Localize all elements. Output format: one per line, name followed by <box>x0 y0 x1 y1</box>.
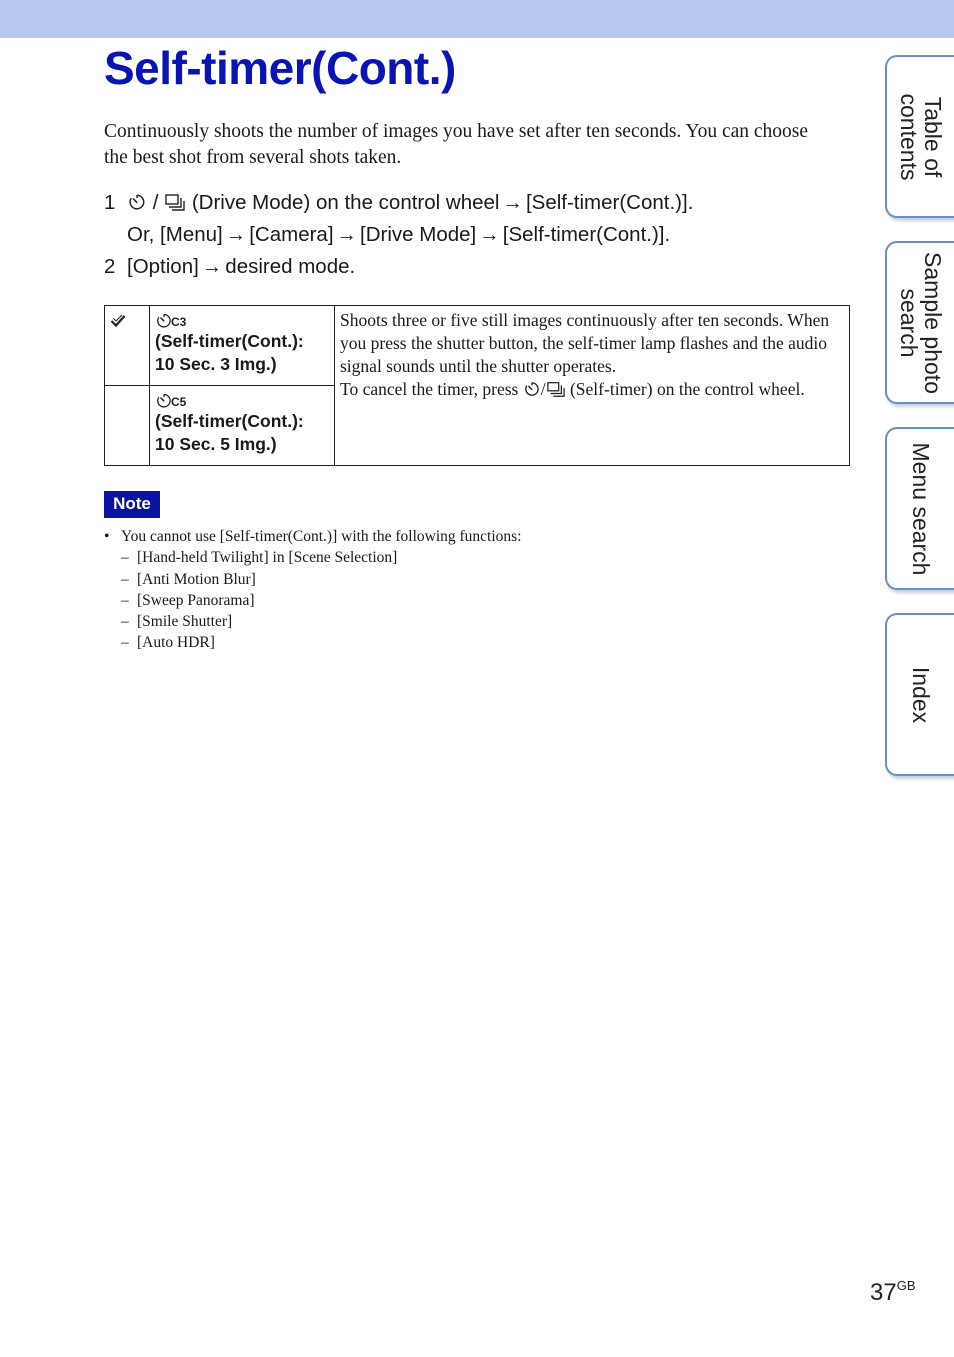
tab-label: Sample photo search <box>896 251 946 394</box>
step-1 <box>104 188 693 249</box>
tab-label: Index <box>908 666 934 723</box>
note-item: [Anti Motion Blur] <box>137 570 256 588</box>
mode-cell <box>150 386 335 466</box>
tab-label: Menu search <box>908 442 934 575</box>
top-band <box>0 0 954 38</box>
mode-name: (Self-timer(Cont.): <box>155 411 304 431</box>
list-item <box>104 569 522 590</box>
slash-separator: / <box>152 191 159 214</box>
step-2-target: desired mode. <box>225 255 356 278</box>
note-item: [Auto HDR] <box>137 634 215 652</box>
menu-path-item: [Camera] <box>249 223 334 246</box>
arrow-icon: → <box>225 223 247 246</box>
self-timer-icon <box>523 380 541 404</box>
step-number: 2 <box>104 255 116 278</box>
page-title: Self-timer(Cont.) <box>104 42 456 94</box>
description-text: Shoots three or five still images continuously after ten seconds. When you press the shutter button, the self-timer lamp flashes and the audio signal sounds until the shutter operates. <box>340 310 830 376</box>
drive-mode-icon <box>164 191 186 220</box>
mode-cell <box>150 306 335 386</box>
mode-glyph-label: C3 <box>171 315 187 329</box>
dash: – <box>121 634 129 652</box>
check-icon <box>110 314 149 333</box>
modes-table <box>104 305 850 466</box>
dash: – <box>121 549 129 567</box>
mode-name: (Self-timer(Cont.): <box>155 331 304 351</box>
empty-check-cell <box>105 386 150 466</box>
tab-table-of-contents[interactable] <box>885 55 954 218</box>
step-2 <box>104 252 355 281</box>
check-cell <box>105 306 150 386</box>
mode-name: 10 Sec. 5 Img.) <box>155 434 277 454</box>
arrow-icon: → <box>502 191 523 214</box>
self-timer-icon <box>127 191 147 220</box>
list-item <box>104 632 522 653</box>
list-item <box>104 526 522 547</box>
mode-description <box>335 306 850 466</box>
step-1-or: Or, <box>127 223 155 246</box>
step-number: 1 <box>104 191 116 214</box>
tab-index[interactable] <box>885 613 954 776</box>
note-text: You cannot use [Self-timer(Cont.)] with the following functions: <box>121 528 522 545</box>
note-label: Note <box>104 491 160 518</box>
menu-path-item: [Menu] <box>160 223 223 246</box>
tab-menu-search[interactable] <box>885 427 954 590</box>
note-list <box>104 526 522 654</box>
dash: – <box>121 591 129 609</box>
bullet: • <box>104 528 110 545</box>
tab-label: Table of contents <box>896 93 946 180</box>
arrow-icon: → <box>336 223 358 246</box>
dash: – <box>121 613 129 631</box>
slash-separator: / <box>540 379 546 399</box>
step-1-target: [Self-timer(Cont.)]. <box>525 191 694 214</box>
dash: – <box>121 570 129 588</box>
note-item: [Smile Shutter] <box>137 613 233 631</box>
self-timer-c3-icon <box>155 312 334 330</box>
list-item <box>104 590 522 611</box>
list-item <box>104 611 522 632</box>
intro-paragraph: Continuously shoots the number of images you have set after ten seconds. You can choose the best shot from several shots taken. <box>104 121 809 168</box>
note-item: [Sweep Panorama] <box>137 591 255 609</box>
mode-name: 10 Sec. 3 Img.) <box>155 354 277 374</box>
mode-glyph-label: C5 <box>171 395 187 409</box>
page-suffix: GB <box>896 1278 916 1293</box>
cancel-text-suffix: (Self-timer) on the control wheel. <box>569 379 805 399</box>
arrow-icon: → <box>201 255 223 278</box>
arrow-icon: → <box>479 223 500 246</box>
self-timer-c5-icon <box>155 392 334 410</box>
page-number-value: 37 <box>870 1279 897 1306</box>
menu-path-item: [Drive Mode] <box>360 223 477 246</box>
step-1-text: (Drive Mode) on the control wheel <box>191 191 500 214</box>
drive-mode-icon <box>546 380 566 404</box>
menu-path-item: [Self-timer(Cont.)]. <box>502 223 671 246</box>
page-number <box>870 1278 916 1307</box>
list-item <box>104 547 522 568</box>
tab-sample-photo-search[interactable] <box>885 241 954 404</box>
note-item: [Hand-held Twilight] in [Scene Selection] <box>137 549 398 567</box>
step-2-text: [Option] <box>127 255 199 278</box>
table-row <box>105 306 850 386</box>
cancel-text: To cancel the timer, press <box>340 379 519 399</box>
